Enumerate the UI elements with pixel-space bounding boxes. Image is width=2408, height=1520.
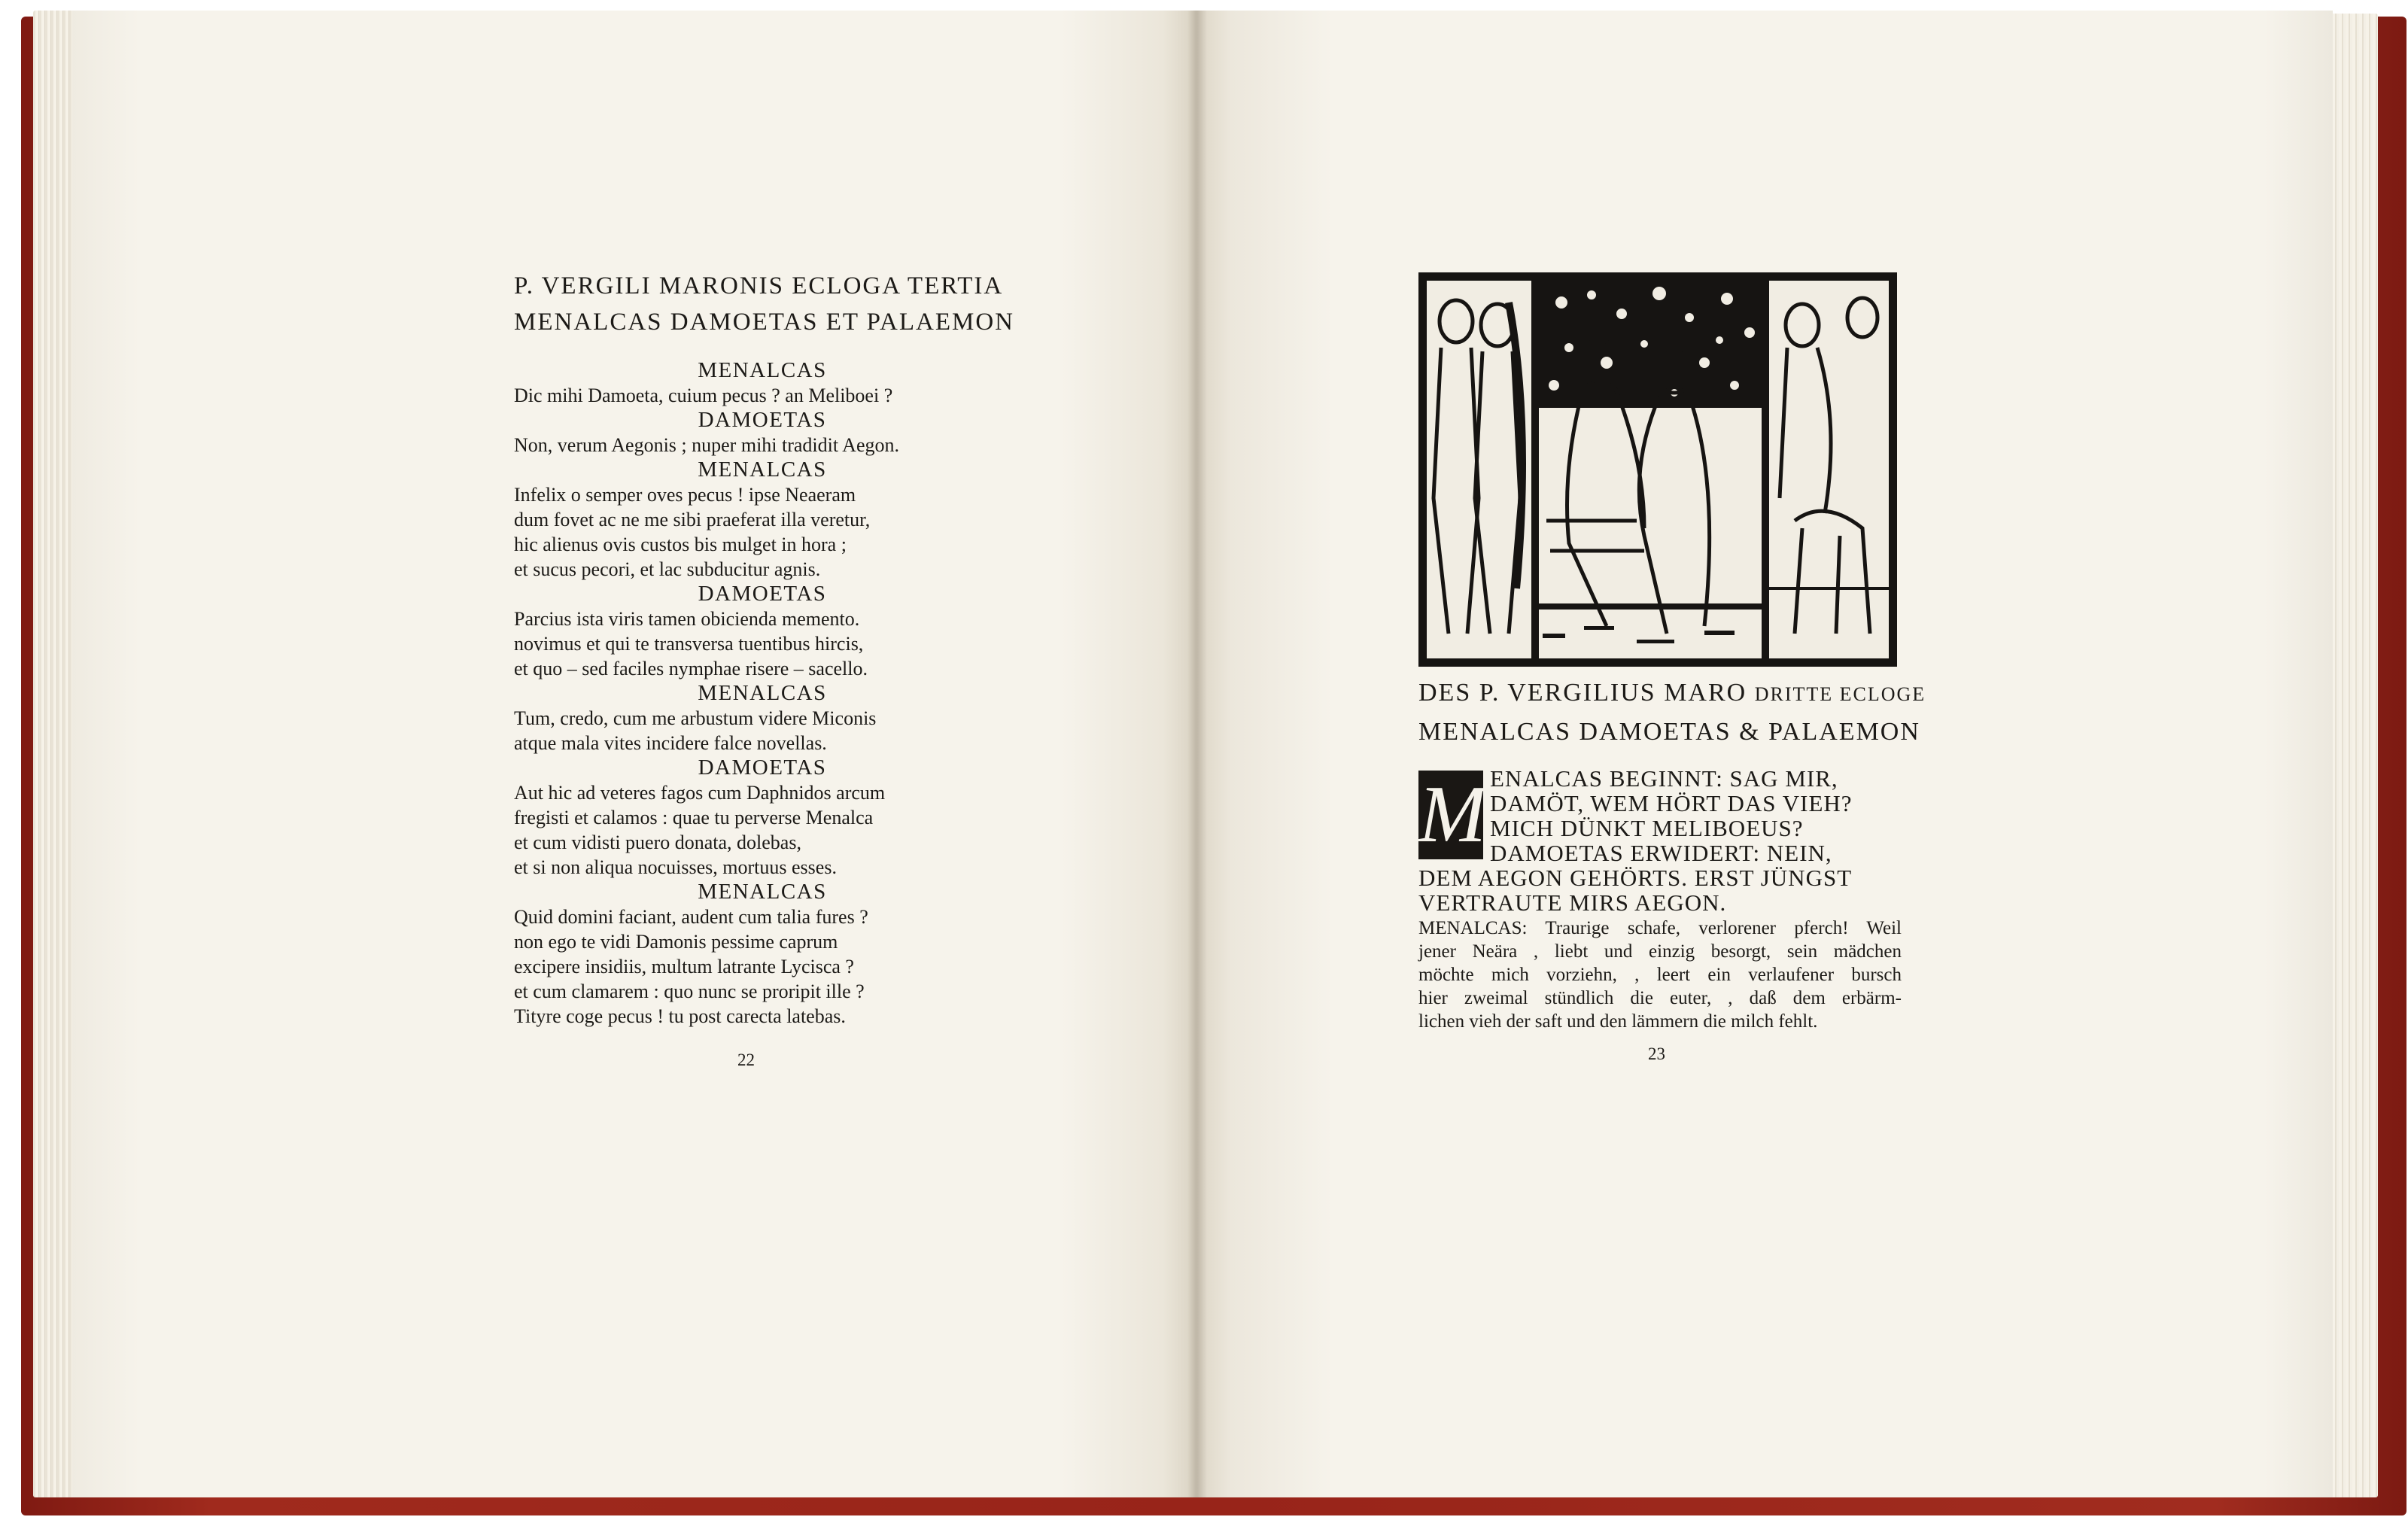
speaker-name: MENALCAS [698,458,827,482]
speaker-name: MENALCAS [698,681,827,705]
opening-line: DAMOETAS ERWIDERT: NEIN, [1490,840,1832,866]
verse-line: Aut hic ad veteres fagos cum Daphnidos arcum [514,782,886,804]
woodcut-illustration [1418,272,1897,667]
opening-line: DAMÖT, WEM HÖRT DAS VIEH? [1490,790,1853,816]
speaker-name: DAMOETAS [698,582,827,606]
opening-line: MICH DÜNKT MELIBOEUS? [1490,815,1804,841]
german-opening-lines [1490,766,1853,865]
verse-line: et si non aliqua nocuisses, mortuus esses. [514,856,837,878]
verse-line: atque mala vites incidere falce novellas. [514,732,827,754]
verse-line: et cum vidisti puero donata, dolebas, [514,831,801,853]
verse-line: Dic mihi Damoeta, cuium pecus ? an Meliboei ? [514,385,893,406]
woodcut-image [1418,272,1897,667]
verse-line: Infelix o semper oves pecus ! ipse Neaeram [514,484,856,506]
right-page [1196,11,2333,1497]
verse-line: excipere insidiis, multum latrante Lycisca ? [514,956,854,977]
german-title [1418,674,1926,751]
book-gutter [1187,11,1207,1497]
verse-line: Parcius ista viris tamen obicienda memento. [514,608,860,630]
opening-line: ENALCAS BEGINNT: SAG MIR, [1490,765,1838,792]
verse-line: non ego te vidi Damonis pessime caprum [514,931,838,953]
verse-line: Quid domini faciant, audent cum talia fures ? [514,906,868,928]
speaker-name: DAMOETAS [698,408,827,432]
german-title-line1: DES P. VERGILIUS MARO [1418,679,1755,707]
opening-line: DEM AEGON GEHÖRTS. ERST JÜNGST [1418,865,1853,891]
verse-line: hic alienus ovis custos bis mulget in hora ; [514,534,847,555]
opening-line: VERTRAUTE MIRS AEGON. [1418,889,1727,916]
german-title-small: DRITTE ECLOGE [1754,683,1926,705]
speaker-name: DAMOETAS [698,755,827,780]
verse-line: Tum, credo, cum me arbustum videre Miconis [514,707,877,729]
verse-line: et cum clamarem : quo nunc se proripit ille ? [514,980,865,1002]
prose-line: möchte mich vorziehn, , leert ein verlaufener bursch [1418,965,1902,985]
german-opening-continued [1418,865,1852,915]
german-prose [1418,917,1902,1033]
verse-line: Non, verum Aegonis ; nuper mihi tradidit Aegon. [514,434,899,456]
decorated-initial: M [1418,770,1486,859]
left-page-text [514,268,1026,1029]
prose-line: MENALCAS: Traurige schafe, verlorener pferch! Weil [1418,918,1902,938]
verse-line: et sucus pecori, et lac subducitur agnis. [514,558,821,580]
verse-line: fregisti et calamos : quae tu perverse Menalca [514,807,874,828]
page-number-right: 23 [1648,1044,1665,1063]
speaker-name: MENALCAS [698,880,827,904]
verse-line: novimus et qui te transversa tuentibus hircis, [514,633,864,655]
latin-verse [514,358,1026,1029]
latin-subtitle: MENALCAS DAMOETAS ET PALAEMON [514,309,1014,336]
prose-line: hier zweimal stündlich die euter, , daß dem erbärm- [1418,988,1902,1008]
prose-line: lichen vieh der saft und den lämmern die milch fehlt. [1418,1011,1818,1032]
page-number-left: 22 [737,1050,755,1069]
speaker-name: MENALCAS [698,358,827,382]
verse-line: et quo – sed faciles nymphae risere – sacello. [514,658,868,679]
german-subtitle: MENALCAS DAMOETAS & PALAEMON [1418,718,1920,746]
verse-line: Tityre coge pecus ! tu post carecta latebas. [514,1005,846,1027]
page-edges-right [2325,14,2378,1497]
latin-title: P. VERGILI MARONIS ECLOGA TERTIA [514,272,1004,299]
verse-line: dum fovet ac ne me sibi praeferat illa veretur, [514,509,871,530]
prose-line: jener Neära , liebt und einzig besorgt, sein mädchen [1418,941,1902,962]
